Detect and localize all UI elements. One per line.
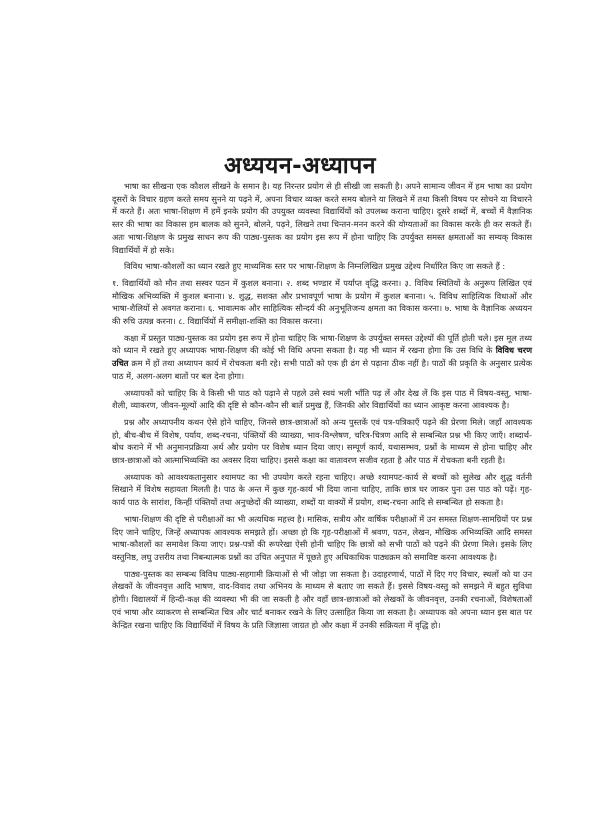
- paragraph-questions: प्रश्न और अध्यापनीय कथन ऐसे होने चाहिए, जिनसे छात्र-छात्राओं को अन्य पुस्तकें एवं पत्र-पत्रिकाएँ पढ़ने की प्रेरणा मिले। जहाँ आवश्यक हो, बीच-बीच में विशेष, पर्याय, शब्द-रचना, पंक्तियों की व्याख्या, भाव-विश्लेषण, चरित्र-चित्रण आदि से सम्बन्धित प्रश्न भी किए जाएँ। शब्दार्थ-बोध कराने में भी अनुमानप्रक्रिया अर्थ और प्रयोग पर विशेष ध्यान दिया जाए। सम्पूर्ण कार्य, यथासम्भव, प्रश्नों के माध्यम से होना चाहिए और छात्र-छात्राओं को आत्माभिव्यक्ति का अवसर दिया चाहिए। इससे कक्षा का वातावरण सजीव रहता है और पाठ में रोचकता बनी रहती है।: [112, 416, 532, 466]
- paragraph-textbook-use-part2: क्रम में हों तथा अध्यापन कार्य में रोचकता बनी रहे। सभी पाठों को एक ही ढंग से पढ़ाना ठीक नहीं है। पाठों की प्रकृति के अनुसार प्रत्येक पाठ में, अलग-अलग बातों पर बल देना होगा।: [112, 358, 532, 381]
- paragraph-intro: भाषा का सीखना एक कौशल सीखने के समान है। यह निरन्तर प्रयोग से ही सीखी जा सकती है। अपने सामान्य जीवन में हम भाषा का प्रयोग दूसरों के विचार ग्रहण करते समय सुनने या पढ़ने में, अपना विचार व्यक्त करते समय बोलने या लिखने में तथा किसी विषय पर सोचने या विचारने में करते हैं। अतः भाषा-शिक्षण में हमें इनके प्रयोग की उपयुक्त व्यवस्था विद्यार्थियों को उपलब्ध कराना चाहिए। दूसरे शब्दों में, बच्चों में वैज्ञानिक स्तर की भाषा का विकास हम बालक को सुनने, बोलने, पढ़ने, लिखने तथा चिन्तन-मनन करने की योग्यताओं का विकास करके ही कर सकते हैं। अतः भाषा-शिक्षण के प्रमुख साधन रूप की पाठ्य-पुस्तक का प्रयोग इस रूप में होना चाहिए कि उपर्युक्त समस्त क्षमताओं का सम्यक् विकास विद्यार्थियों में हो सके।: [112, 181, 532, 255]
- paragraph-teacher-preparation: अध्यापकों को चाहिए कि वे किसी भी पाठ को पढ़ाने से पहले उसे स्वयं भली भाँति पढ़ लें और देख लें कि इस पाठ में विषय-वस्तु, भाषा-शैली, व्याकरण, जीवन-मूल्यों आदि की दृष्टि से कौन-कौन सी बातें प्रमुख हैं, जिनकी ओर विद्यार्थियों का ध्यान आकृष्ट करना आवश्यक है।: [112, 387, 532, 411]
- paragraph-textbook-use: [112, 332, 532, 383]
- paragraph-objectives-lead: विविध भाषा-कौशलों का ध्यान रखते हुए माध्यमिक स्तर पर भाषा-शिक्षण के निम्नलिखित प्रमुख उद्देश्य निर्धारित किए जा सकते हैं :: [124, 261, 506, 272]
- document-body: [112, 180, 532, 635]
- page-title: अध्ययन-अध्यापन: [223, 153, 377, 179]
- paragraph-examinations: भाषा-शिक्षण की दृष्टि से परीक्षाओं का भी अत्यधिक महत्त्व है। मासिक, सत्रीय और वार्षिक परीक्षाओं में उन समस्त शिक्षण-सामग्रियों पर प्रश्न दिए जाने चाहिए, जिन्हें अध्यापक आवश्यक समझते हों। अच्छा हो कि गृह-परीक्षाओं में श्रवण, पठन, लेखन, मौखिक अभिव्यक्ति आदि समस्त भाषा-कौशलों का समावेश किया जाए। प्रश्न-पत्रों की रूपरेखा ऐसी होनी चाहिए कि छात्रों को सभी पाठों को पढ़ने की प्रेरणा मिले। इसके लिए वस्तुनिष्ठ, लघु उत्तरीय तथा निबन्धात्मक प्रश्नों का उचित अनुपात में पूछते हुए अधिकाधिक पाठ्यक्रम को समाविष्ट करना आवश्यक है।: [112, 513, 532, 562]
- emphasis-text: विविध चरण उचित: [112, 345, 532, 369]
- objectives-list: १. विद्यार्थियों को मौन तथा सस्वर पठन में कुशल बनाना। २. शब्द भण्डार में पर्याप्त वृद्धि करना। ३. विविध स्थितियों के अनुरूप लिखित एवं मौखिक अभिव्यक्ति में कुशल बनाना। ४. शुद्ध, सशक्त और प्रभावपूर्ण भाषा के प्रयोग में कुशल बनाना। ५. विविध साहित्यिक विधाओं और भाषा-शैलियों से अवगत कराना। ६. भावात्मक और साहित्यिक सौन्दर्य की अनुभूतिजन्य क्षमता का विकास करना। ७. भाषा के वैज्ञानिक अध्ययन की रुचि उत्पन्न करना। ८. विद्यार्थियों में समीक्षा-शक्ति का विकास करना।: [112, 277, 532, 327]
- paragraph-blackboard-homework: अध्यापक को आवश्यकतानुसार श्यामपट का भी उपयोग करते रहना चाहिए। अच्छे श्यामपट-कार्य से बच्चों को सुलेख और शुद्ध वर्तनी सिखाने में विशेष सहायता मिलती है। पाठ के अन्त में कुछ गृह-कार्य भी दिया जाना चाहिए, ताकि छात्र घर जाकर पुनः उस पाठ को पढ़ें। गृह-कार्य पाठ के सारांश, किन्हीं पंक्तियों तथा अनुच्छेदों की व्याख्या, शब्दों या वाक्यों में प्रयोग, शब्द-रचना आदि से सम्बन्धित हो सकता है।: [112, 471, 532, 508]
- paragraph-co-curricular: पाठ्य-पुस्तक का सम्बन्ध विविध पाठ्य-सहगामी क्रियाओं से भी जोड़ा जा सकता है। उदाहरणार्थ, पाठों में दिए गए विचार, स्थलों को या उन लेखकों के जीवनवृत्त आदि भाषण, वाद-विवाद तथा अभिनय के माध्यम से बताए जा सकते हैं। इससे विषय-वस्तु को समझने में बहुत सुविधा होगी। विद्यालयों में हिन्दी-कक्ष की व्यवस्था भी की जा सकती है और वहाँ छात्र-छात्राओं को लेखकों के जीवनवृत्त, उनकी रचनाओं, विशेषताओं एवं भाषा और व्याकरण से सम्बन्धित चित्र और चार्ट बनाकर रखने के लिए उत्साहित किया जा सकता है। अध्यापक को अपना ध्यान इस बात पर केन्द्रित रखना चाहिए कि विद्यार्थियों में विषय के प्रति जिज्ञासा जाग्रत हो और कक्षा में उनकी सक्रियता में वृद्धि हो।: [112, 568, 532, 630]
- paragraph-textbook-use-part1: कक्षा में प्रस्तुत पाठ्य-पुस्तक का प्रयोग इस रूप में होना चाहिए कि भाषा-शिक्षण के उपर्युक्त समस्त उद्देश्यों की पूर्ति होती चले। इस मूल तथ्य को ध्यान में रखते हुए अध्यापक भाषा-शिक्षण की कोई भी विधि अपना सकता है। यह भी ध्यान में रखना होगा कि उस विधि के: [112, 332, 532, 356]
